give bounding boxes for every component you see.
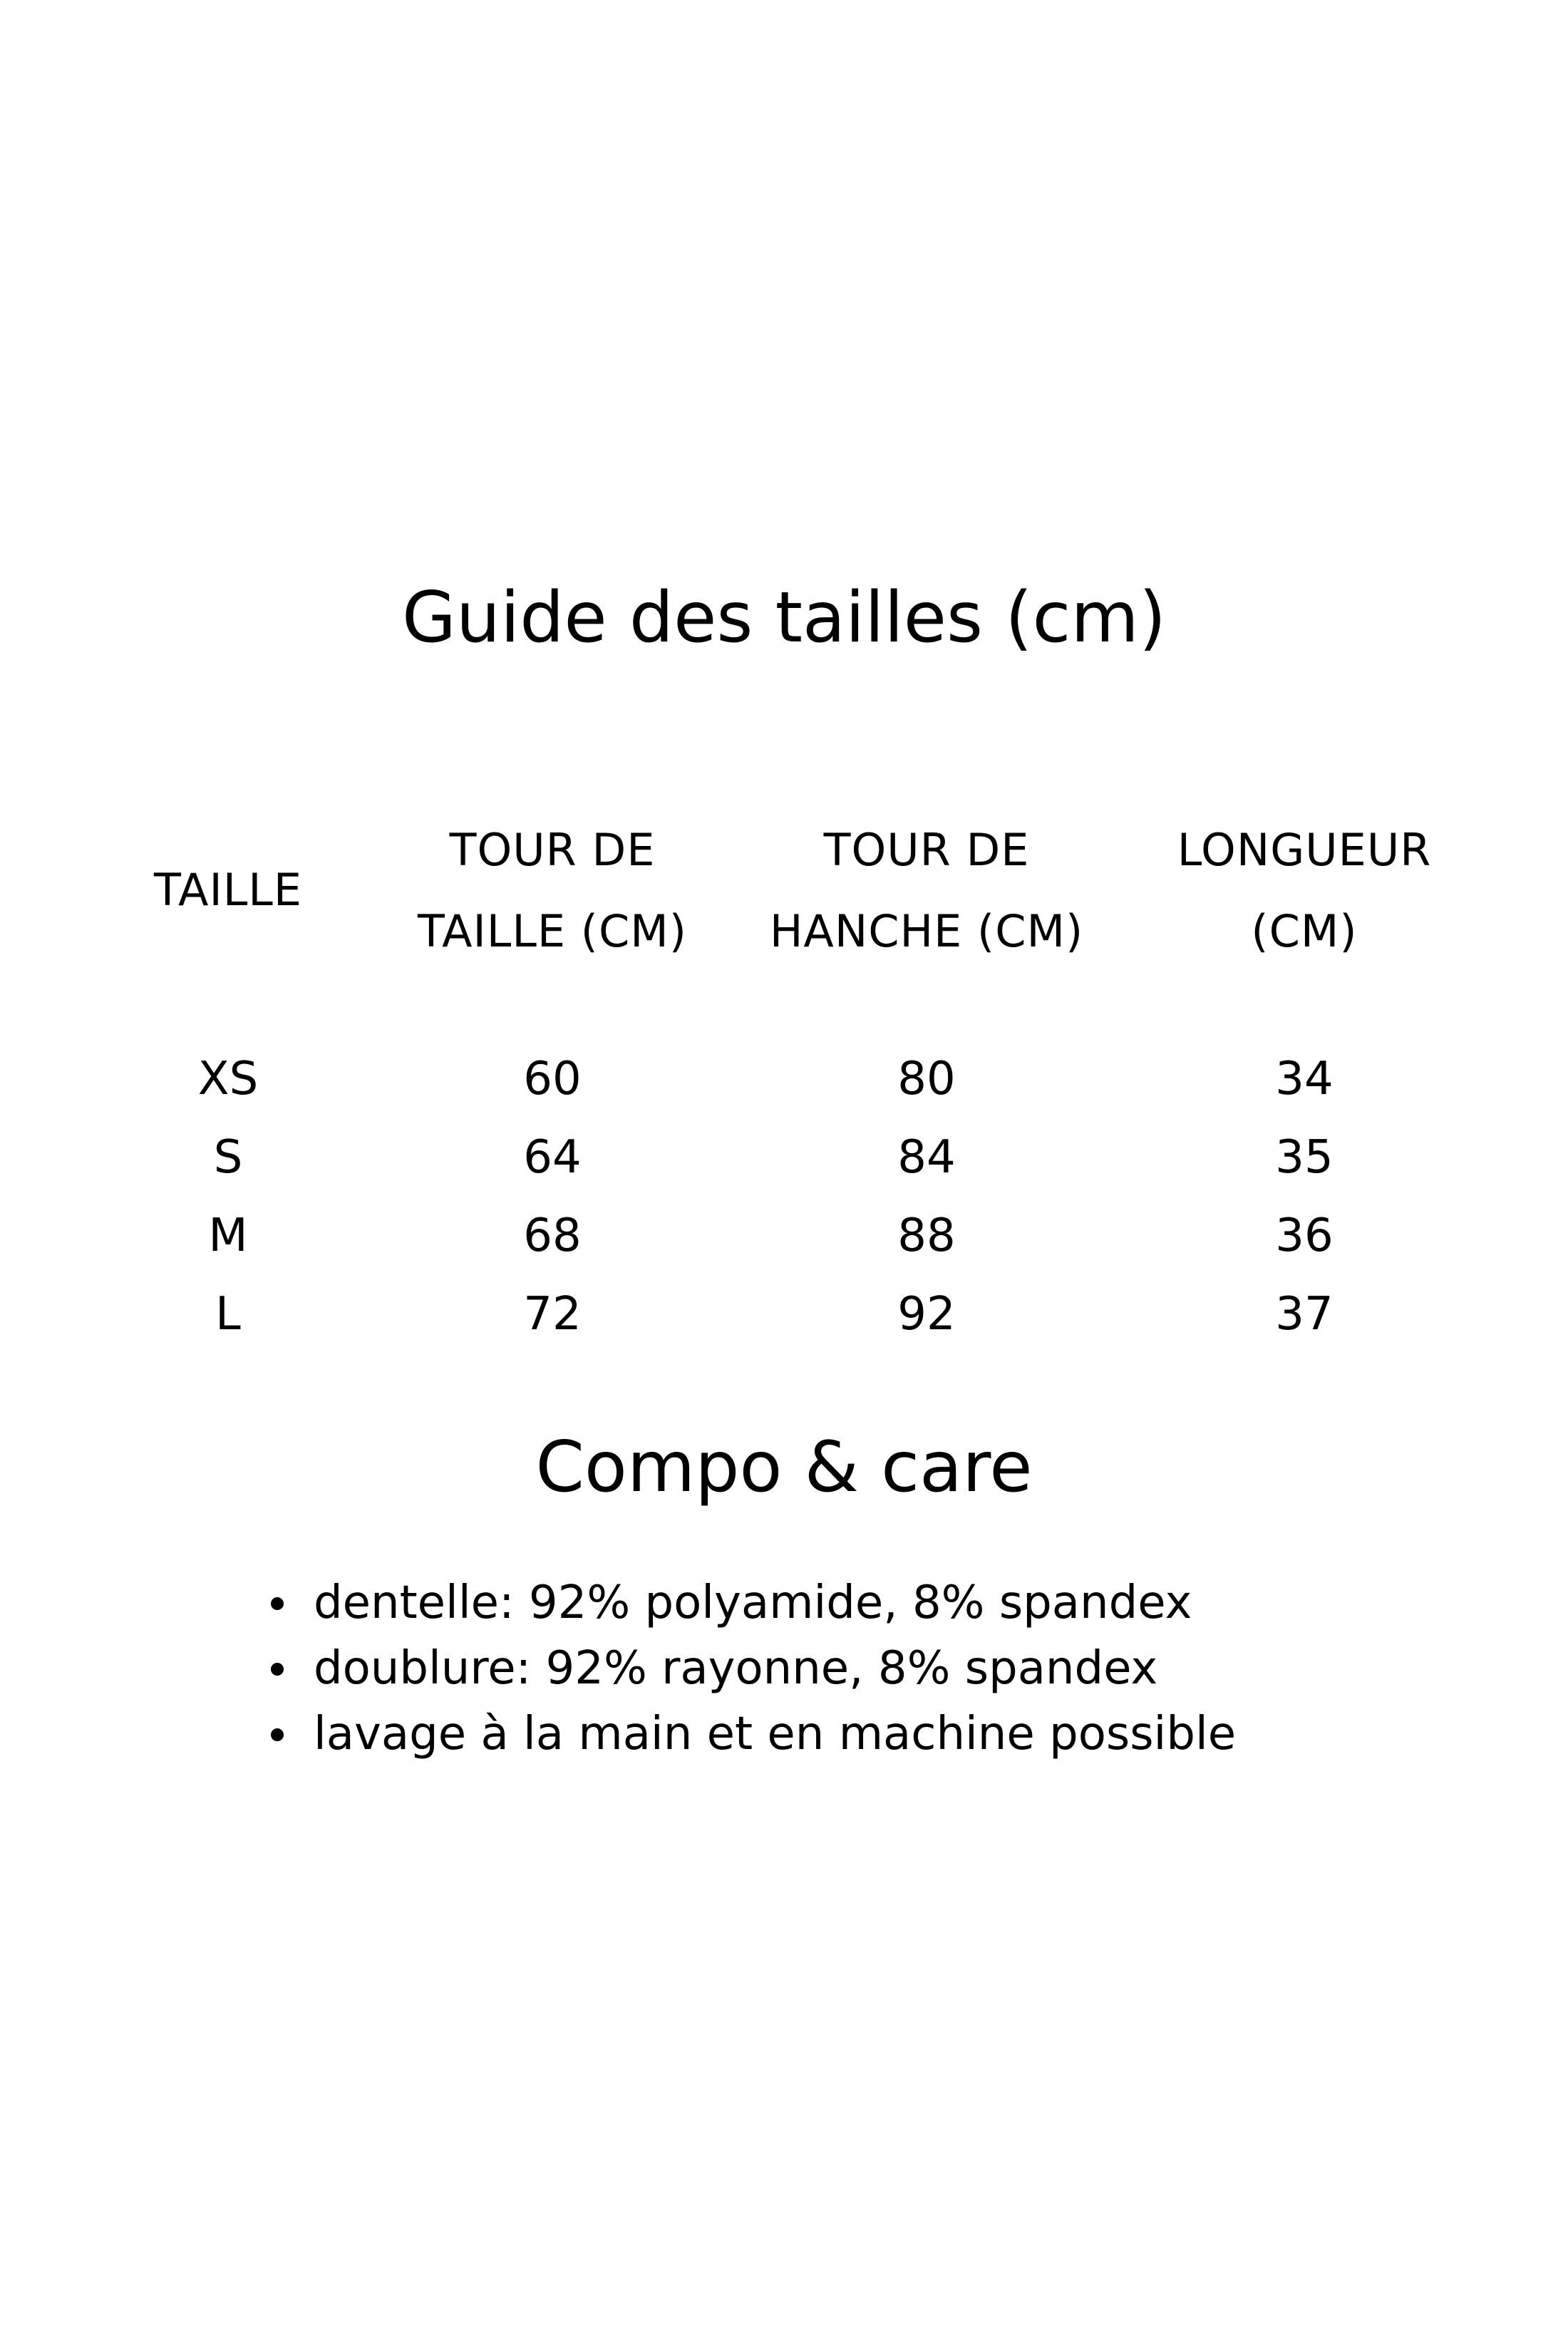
row-m-length: 36 [1275,1209,1334,1262]
header-size: TAILLE [153,864,302,916]
header-length-line2: (CM) [1251,905,1358,957]
care-item-text: dentelle: 92% polyamide, 8% spandex [314,1577,1192,1629]
care-item-text: lavage à la main et en machine possible [314,1708,1237,1760]
header-length-line1: LONGUEUR [1177,824,1432,876]
bullet-icon [271,1663,284,1676]
row-l-length: 37 [1275,1288,1334,1341]
list-item [271,1570,1236,1636]
bullet-icon [271,1597,284,1610]
care-item-text: doublure: 92% rayonne, 8% spandex [314,1642,1158,1695]
care-title: Compo & care [535,1427,1033,1508]
header-hip-line2: HANCHE (CM) [769,905,1084,957]
row-xs-waist: 60 [523,1053,582,1105]
care-list [271,1570,1236,1767]
header-waist-line2: TAILLE (CM) [418,905,687,957]
header-hip-line1: TOUR DE [823,824,1030,876]
row-m-hip: 88 [897,1209,956,1262]
list-item [271,1636,1236,1701]
row-s-waist: 64 [523,1131,582,1184]
row-xs-hip: 80 [897,1053,956,1105]
row-xs-size: XS [197,1053,259,1105]
list-item [271,1701,1236,1767]
row-xs-length: 34 [1275,1053,1334,1105]
row-l-waist: 72 [523,1288,582,1341]
row-l-size: L [215,1288,241,1341]
row-l-hip: 92 [897,1288,956,1341]
row-s-length: 35 [1275,1131,1334,1184]
size-guide-title: Guide des tailles (cm) [401,577,1167,659]
bullet-icon [271,1728,284,1741]
row-m-size: M [208,1209,248,1262]
row-s-size: S [213,1131,243,1184]
header-waist-line1: TOUR DE [449,824,656,876]
row-m-waist: 68 [523,1209,582,1262]
row-s-hip: 84 [897,1131,956,1184]
